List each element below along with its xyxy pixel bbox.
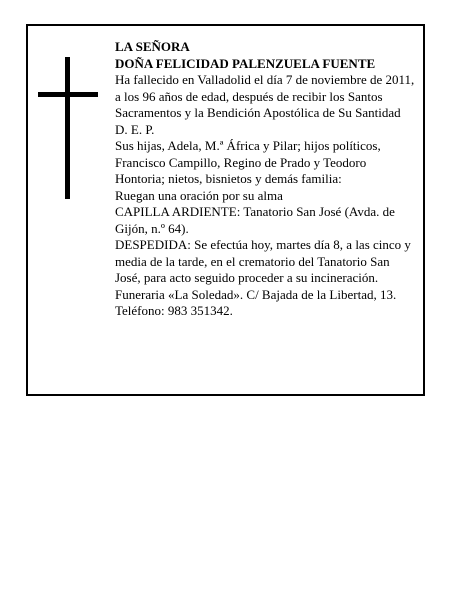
deceased-name: DOÑA FELICIDAD PALENZUELA FUENTE	[115, 55, 376, 71]
obituary-notice	[26, 24, 425, 396]
funeral-home-info: Funeraria «La Soledad». C/ Bajada de la Libertad, 13. Teléfono: 983 351342.	[115, 286, 397, 318]
farewell-info: DESPEDIDA: Se efectúa hoy, martes día 8, a las cinco y media de la tarde, en el crematorio del Tanatorio San José, para acto seguido proceder a su incineración.	[115, 237, 411, 285]
cross-icon	[38, 57, 98, 199]
prayer-request: Ruegan una oración por su alma	[115, 187, 283, 203]
title-line-1: LA SEÑORA	[115, 39, 190, 54]
notice-text	[115, 39, 417, 320]
cross-vertical-bar	[65, 57, 70, 199]
death-statement: Ha fallecido en Valladolid el día 7 de noviembre de 2011, a los 96 años de edad, después de recibir los Santos Sacramentos y la Bendición Apostólica de Su Santidad	[115, 72, 415, 120]
family-line: Sus hijas, Adela, M.ª África y Pilar; hijos políticos, Francisco Campillo, Regino de Prado y Teodoro Hontoria; nietos, bisnietos y demás familia:	[115, 138, 381, 186]
dep-line: D. E. P.	[115, 121, 155, 137]
chapel-info: CAPILLA ARDIENTE: Tanatorio San José (Avda. de Gijón, n.º 64).	[115, 204, 395, 236]
cross-horizontal-bar	[38, 92, 98, 97]
